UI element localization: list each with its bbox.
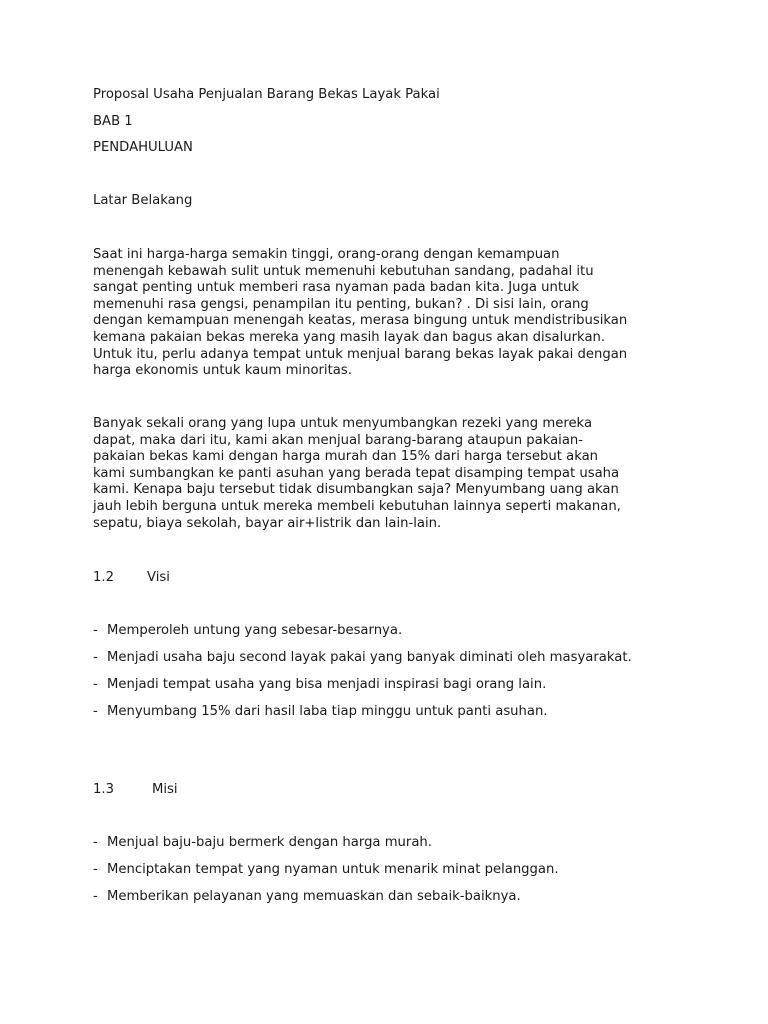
visi-item (93, 677, 546, 694)
visi-item (93, 704, 548, 721)
paragraph-line: memenuhi rasa gengsi, penampilan itu penting, bukan? . Di sisi lain, orang (93, 296, 589, 312)
visi-item-text: Memperoleh untung yang sebesar-besarnya. (107, 623, 403, 638)
misi-item-text: Memberikan pelayanan yang memuaskan dan sebaik-baiknya. (107, 889, 521, 904)
visi-item (93, 623, 402, 640)
bullet-dash: - (93, 677, 98, 692)
visi-item-text: Menjadi usaha baju second layak pakai yang banyak diminati oleh masyarakat. (107, 650, 632, 665)
bullet-dash: - (93, 862, 98, 877)
bullet-dash: - (93, 623, 98, 638)
paragraph-line: menengah kebawah sulit untuk memenuhi kebutuhan sandang, padahal itu (93, 263, 594, 279)
misi-heading (93, 782, 178, 799)
paragraph-line: kami. Kenapa baju tersebut tidak disumbangkan saja? Menyumbang uang akan (93, 482, 619, 498)
misi-item (93, 889, 521, 906)
visi-item-text: Menyumbang 15% dari hasil laba tiap minggu untuk panti asuhan. (107, 704, 548, 719)
paragraph-line: kemana pakaian bekas mereka yang masih layak dan bagus akan disalurkan. (93, 329, 606, 345)
bullet-dash: - (93, 889, 98, 904)
chapter-title: PENDAHULUAN (93, 140, 193, 155)
paragraph-line: harga ekonomis untuk kaum minoritas. (93, 363, 352, 379)
paragraph-line: dapat, maka dari itu, kami akan menjual barang-barang ataupun pakaian- (93, 432, 584, 448)
misi-item (93, 862, 559, 879)
document-title: Proposal Usaha Penjualan Barang Bekas Layak Pakai (93, 87, 440, 102)
visi-label: Visi (147, 570, 170, 585)
paragraph-line: kami sumbangkan ke panti asuhan yang berada tepat disamping tempat usaha (93, 465, 620, 481)
visi-item-text: Menjadi tempat usaha yang bisa menjadi inspirasi bagi orang lain. (107, 677, 547, 692)
misi-item-text: Menjual baju-baju bermerk dengan harga murah. (107, 835, 432, 850)
bullet-dash: - (93, 835, 98, 850)
background-heading: Latar Belakang (93, 193, 193, 208)
paragraph-line: Banyak sekali orang yang lupa untuk menyumbangkan rezeki yang mereka (93, 416, 593, 431)
misi-label: Misi (152, 782, 178, 797)
misi-item-text: Menciptakan tempat yang nyaman untuk menarik minat pelanggan. (107, 862, 559, 877)
paragraph-line: Untuk itu, perlu adanya tempat untuk menjual barang bekas layak pakai dengan (93, 346, 628, 362)
paragraph-line: jauh lebih berguna untuk mereka membeli kebutuhan lainnya seperti makanan, (93, 498, 621, 514)
paragraph-line: sangat penting untuk memberi rasa nyaman pada badan kita. Juga untuk (93, 280, 579, 296)
paragraph-line: sepatu, biaya sekolah, bayar air+listrik dan lain-lain. (93, 515, 442, 531)
bullet-dash: - (93, 704, 98, 719)
paragraph-line: Saat ini harga-harga semakin tinggi, orang-orang dengan kemampuan (93, 247, 560, 262)
visi-number: 1.2 (93, 570, 114, 585)
bullet-dash: - (93, 650, 98, 665)
paragraph-line: dengan kemampuan menengah keatas, merasa bingung untuk mendistribusikan (93, 313, 628, 329)
misi-item (93, 835, 432, 852)
background-paragraph-1 (93, 247, 683, 380)
paragraph-line: pakaian bekas kami dengan harga murah dan 15% dari harga tersebut akan (93, 449, 599, 465)
visi-item (93, 650, 632, 667)
visi-heading (93, 570, 170, 587)
chapter-number: BAB 1 (93, 114, 133, 129)
background-paragraph-2 (93, 416, 683, 532)
misi-number: 1.3 (93, 782, 114, 797)
